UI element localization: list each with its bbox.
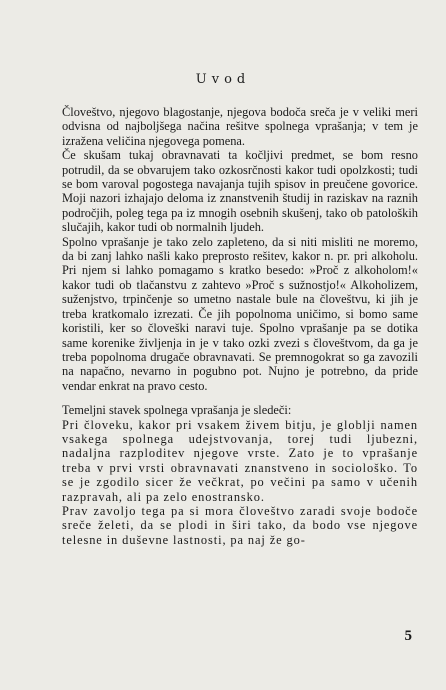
paragraph-6: Prav zavoljo tega pa si mora človeštvo zaradi svoje bodoče sreče želeti, da se plodi in širi tako, da bodo vse njegove telesne in duševne lastnosti, pa naj že go-: [62, 503, 418, 547]
paragraph-3: Spolno vprašanje je tako zelo zapleteno, da si niti misliti ne moremo, da bi zanj lahko našli kako preprosto rešitev, kakor n. pr. pri alkoholu. Pri njem si lahko pomagamo s kratko besedo: »Proč z alkoholom!« kakor tudi ob tlačanstvu z zahtevo »Proč s sužnostjo!« Alkoholizem, suženjstvo, trpinčenje so umetno nastale bule na človeštvu, ki jih je treba kratkomalo izrezati. Če jih popolnoma uničimo, si bomo same koristili, ker so človeški naravi tuje. Spolno vprašanje pa se dotika same korenike življenja in je v tako ozki zvezi s človeštvom, da ga je treba popolnoma drugače obravnavati. Se premnogokrat so ga zavozili na napačno, nevarno in pogubno pot. Nujno je potrebno, da pride vendar enkrat na pravo cesto.: [62, 234, 418, 393]
chapter-heading: Uvod: [195, 72, 251, 87]
paragraph-5: Pri človeku, kakor pri vsakem živem bitju, je globlji namen vsakega spolnega udejstvovanja, torej tudi ljubezni, nadaljna razploditev njegove vrste. Zato je to vprašanje treba v prvi vrsti obravnavati znanstveno in sociološko. To se je zgodilo sicer že večkrat, po večini pa samo v učenih razpravah, ali pa zelo enostransko.: [62, 417, 418, 504]
paragraph-1: Človeštvo, njegovo blagostanje, njegova bodoča sreča je v veliki meri odvisna od najboljšega načina rešitve spolnega vprašanja; v tem je izražena veličina njegovega pomena.: [62, 105, 418, 148]
body-text: [62, 105, 418, 547]
paragraph-2: Če skušam tukaj obravnavati ta kočljivi predmet, se bom resno potrudil, da se obvarujem tako ozkosrčnosti kakor tudi opolzkosti; tudi se bom varoval pogostega navajanja tujih spisov in preučene govorice. Moji nazori izhajajo deloma iz znanstvenih študij in raziskav na raznih področjih, poleg tega pa iz mnogih osebnih skušenj, tako ob patoloških slučajih, kakor tudi ob normalnih ljudeh.: [62, 148, 418, 235]
page-number: 5: [404, 628, 412, 644]
paragraph-4: Temeljni stavek spolnega vprašanja je sledeči:: [62, 403, 292, 418]
